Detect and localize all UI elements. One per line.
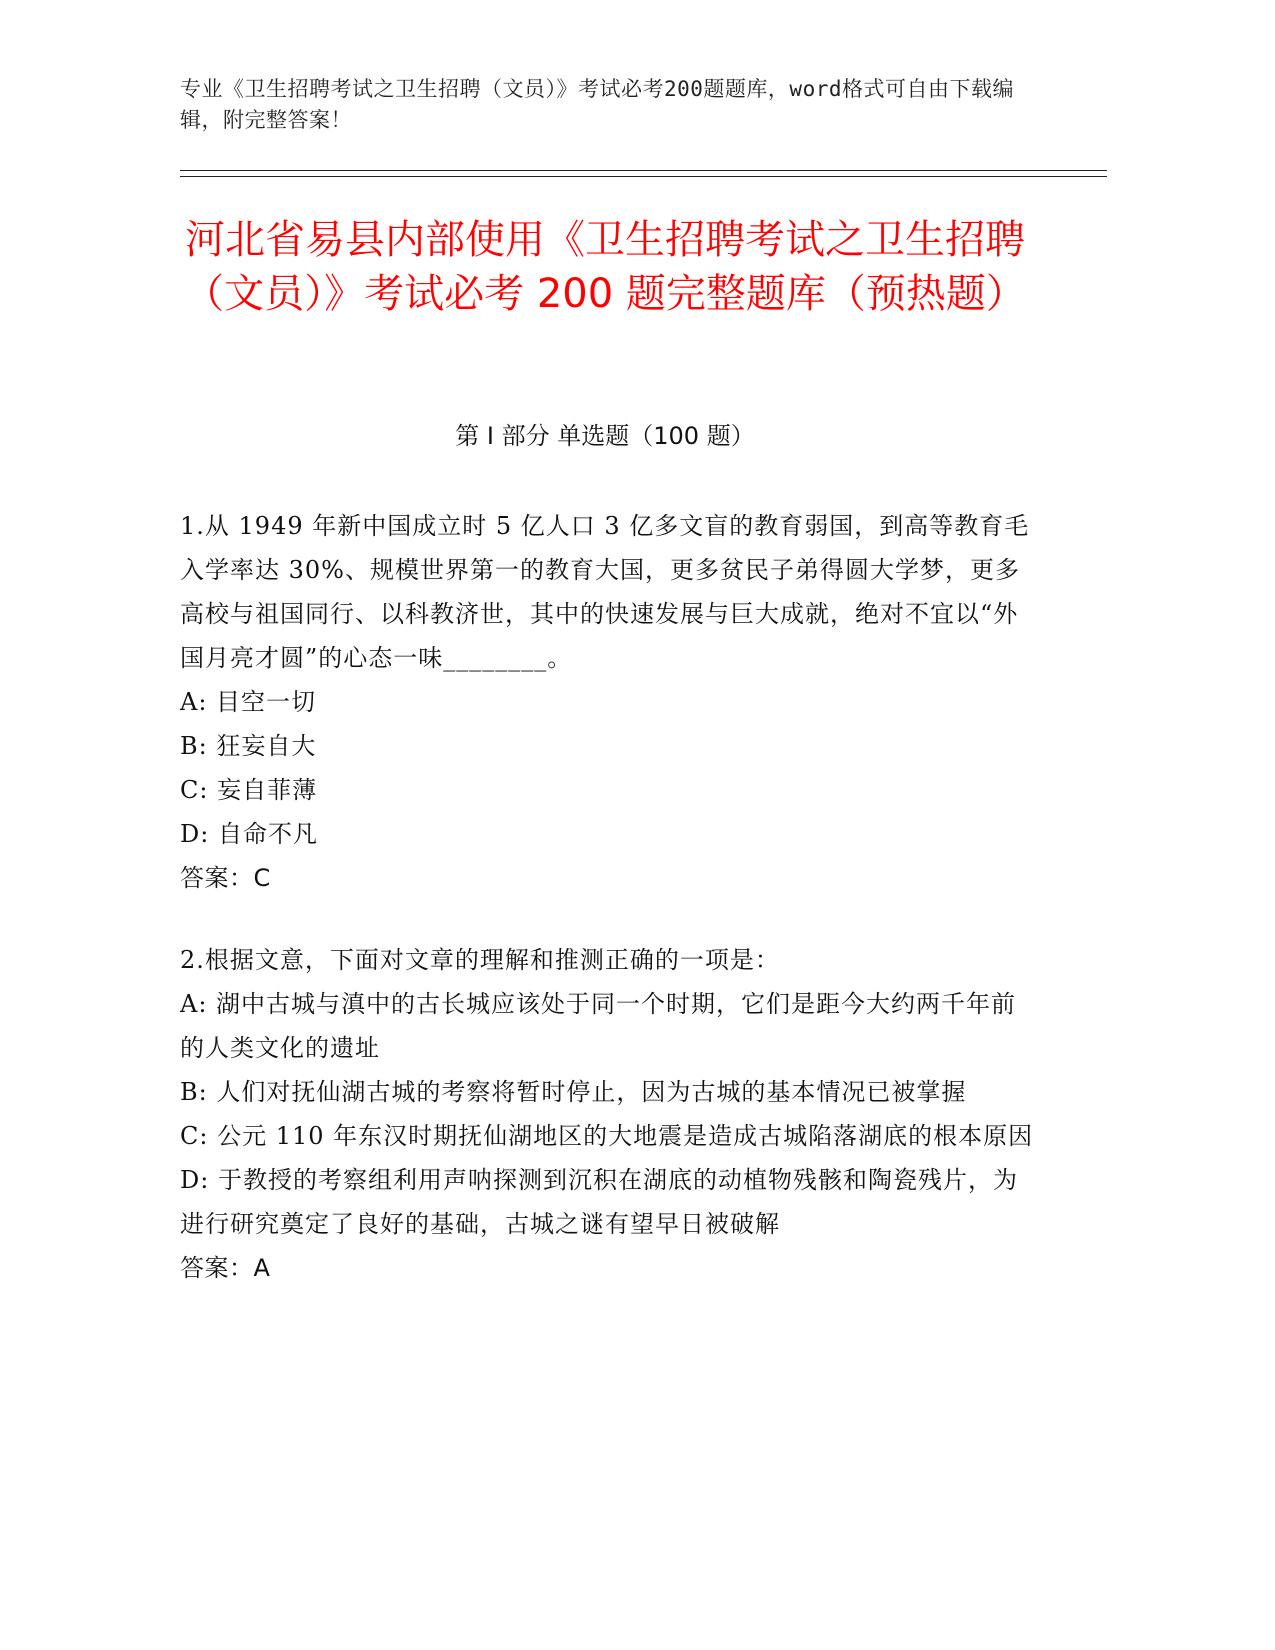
question-1 xyxy=(180,504,1040,900)
option-a: A: 目空一切 xyxy=(180,688,317,716)
option-c: C: 妄自菲薄 xyxy=(180,776,318,804)
document-title: 河北省易县内部使用《卫生招聘考试之卫生招聘（文员）》考试必考 200 题完整题库（预热题） xyxy=(184,217,1026,317)
option-c: C: 公元 110 年东汉时期抚仙湖地区的大地震是造成古城陷落湖底的根本原因 xyxy=(180,1122,1034,1150)
option-b: B: 人们对抚仙湖古城的考察将暂时停止，因为古城的基本情况已被掌握 xyxy=(180,1078,967,1106)
header-note: 专业《卫生招聘考试之卫生招聘（文员）》考试必考200题题库，word格式可自由下载编辑，附完整答案！ xyxy=(180,77,1014,132)
answer: 答案：C xyxy=(180,864,271,892)
option-d: D: 自命不凡 xyxy=(180,820,318,848)
question-2 xyxy=(180,938,1040,1290)
option-b: B: 狂妄自大 xyxy=(180,732,317,760)
question-stem: 2.根据文意，下面对文章的理解和推测正确的一项是： xyxy=(180,946,780,974)
answer: 答案：A xyxy=(180,1254,271,1282)
header-divider-top xyxy=(180,170,1107,171)
option-d: D: 于教授的考察组利用声呐探测到沉积在湖底的动植物残骸和陶瓷残片，为进行研究奠定了良好的基础，古城之谜有望早日被破解 xyxy=(180,1166,1018,1238)
option-a: A: 湖中古城与滇中的古长城应该处于同一个时期，它们是距今大约两千年前的人类文化的遗址 xyxy=(180,990,1017,1062)
header-divider-bottom xyxy=(180,176,1107,177)
question-stem: 1.从 1949 年新中国成立时 5 亿人口 3 亿多文盲的教育弱国，到高等教育毛入学率达 30%、规模世界第一的教育大国，更多贫民子弟得圆大学梦，更多高校与祖国同行、以科教济世，其中的快速发展与巨大成就，绝对不宜以“外国月亮才圆”的心态一味________。 xyxy=(180,512,1030,672)
section-heading: 第 I 部分 单选题（100 题） xyxy=(455,422,755,450)
